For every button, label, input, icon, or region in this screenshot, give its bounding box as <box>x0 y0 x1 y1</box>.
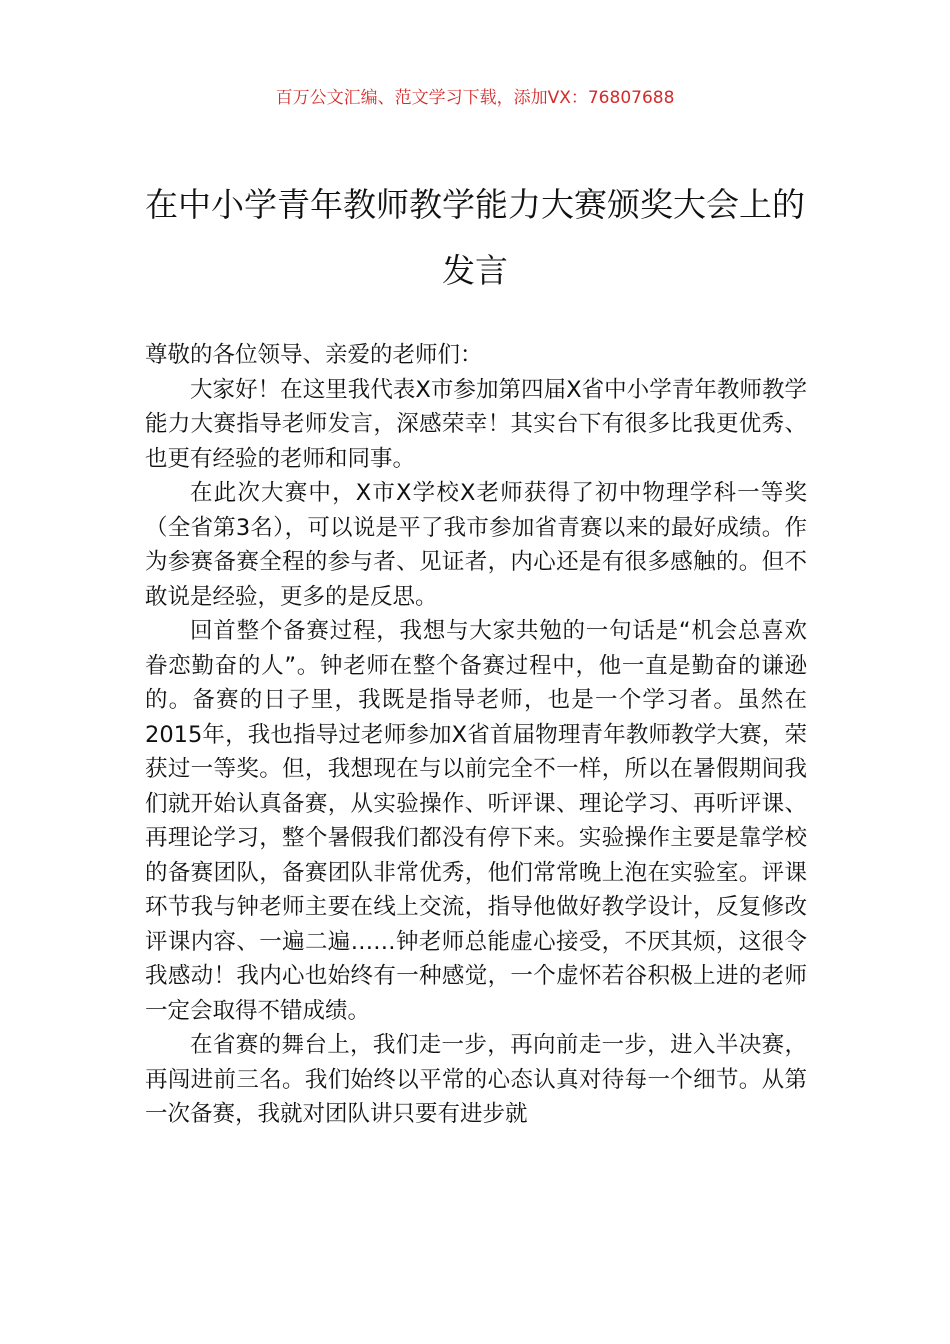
paragraph-4: 在省赛的舞台上，我们走一步，再向前走一步，进入半决赛，再闯进前三名。我们始终以平常的心态认真对待每一个细节。从第一次备赛，我就对团队讲只要有进步就 <box>145 1032 807 1127</box>
paragraph-1: 大家好！在这里我代表X市参加第四届X省中小学青年教师教学能力大赛指导老师发言，深感荣幸！其实台下有很多比我更优秀、也更有经验的老师和同事。 <box>145 376 807 472</box>
header-watermark-note: 百万公文汇编、范文学习下载，添加VX：76807688 <box>275 88 675 108</box>
paragraph-2: 在此次大赛中，X市X学校X老师获得了初中物理学科一等奖（全省第3名），可以说是平了我市参加省青赛以来的最好成绩。作为参赛备赛全程的参与者、见证者，内心还是有很多感触的。但不敢说是经验，更多的是反思。 <box>145 480 807 610</box>
salutation: 尊敬的各位领导、亲爱的老师们： <box>145 342 483 368</box>
document-title: 在中小学青年教师教学能力大赛颁奖大会上的发言 <box>145 185 805 290</box>
paragraph-3: 回首整个备赛过程，我想与大家共勉的一句话是“机会总喜欢眷恋勤奋的人”。钟老师在整个备赛过程中，他一直是勤奋的谦逊的。备赛的日子里，我既是指导老师，也是一个学习者。虽然在2015年，我也指导过老师参加X省首届物理青年教师教学大赛，荣获过一等奖。但，我想现在与以前完全不一样，所以在暑假期间我们就开始认真备赛，从实验操作、听评课、理论学习、再听评课、再理论学习，整个暑假我们都没有停下来。实验操作主要是靠学校的备赛团队，备赛团队非常优秀，他们常常晚上泡在实验室。评课环节我与钟老师主要在线上交流，指导他做好教学设计，反复修改评课内容、一遍二遍……钟老师总能虚心接受，不厌其烦，这很令我感动！我内心也始终有一种感觉，一个虚怀若谷积极上进的老师一定会取得不错成绩。 <box>145 618 807 1024</box>
document-body <box>145 338 807 1132</box>
